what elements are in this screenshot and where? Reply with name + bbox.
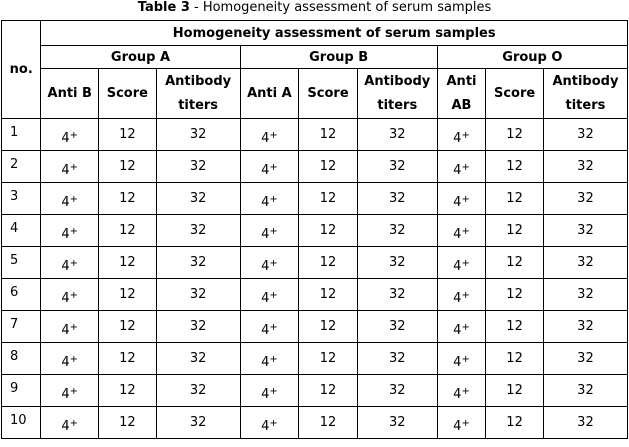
cell-anti-b: [41, 407, 99, 439]
cell-score-b: 12: [299, 375, 358, 407]
main-header: Homogeneity assessment of serum samples: [41, 21, 628, 46]
grade-base: 4: [61, 291, 70, 306]
homogeneity-table: [1, 20, 628, 439]
cell-titer-b: 32: [357, 279, 437, 311]
row-number: 6: [2, 279, 41, 311]
cell-titer-a: 32: [156, 375, 240, 407]
cell-titer-b: 32: [357, 183, 437, 215]
cell-score-a: 12: [99, 183, 157, 215]
grade-base: 4: [453, 259, 462, 274]
cell-score-b: 12: [299, 183, 358, 215]
caption-text: - Homogeneity assessment of serum samples: [189, 0, 492, 15]
grade-value: [61, 163, 78, 178]
table-row: [2, 311, 628, 343]
row-number: 4: [2, 215, 41, 247]
cell-titer-a: 32: [156, 311, 240, 343]
grade-base: 4: [453, 387, 462, 402]
grade-base: 4: [261, 387, 270, 402]
cell-titer-o: 32: [543, 119, 627, 151]
table-row: [2, 151, 628, 183]
grade-sup: +: [69, 290, 79, 301]
cell-anti-a: [240, 215, 299, 247]
cell-titer-a: 32: [156, 151, 240, 183]
grade-value: [61, 355, 78, 370]
grade-sup: +: [461, 258, 470, 269]
cell-titer-b: 32: [357, 375, 437, 407]
col-score-o: Score: [486, 69, 544, 119]
grade-sup: +: [69, 226, 79, 237]
col-anti-a: Anti A: [240, 69, 299, 119]
grade-base: 4: [61, 195, 70, 210]
cell-titer-b: 32: [357, 151, 437, 183]
grade-base: 4: [261, 163, 270, 178]
grade-base: 4: [61, 227, 70, 242]
row-number: 8: [2, 343, 41, 375]
cell-anti-ab: [437, 375, 486, 407]
cell-titer-o: 32: [543, 247, 627, 279]
cell-score-a: 12: [99, 375, 157, 407]
cell-titer-b: 32: [357, 343, 437, 375]
grade-base: 4: [61, 355, 70, 370]
cell-score-o: 12: [486, 375, 544, 407]
grade-sup: +: [461, 322, 470, 333]
cell-anti-ab: [437, 215, 486, 247]
table-row: [2, 407, 628, 439]
row-number: 2: [2, 151, 41, 183]
grade-sup: +: [69, 354, 79, 365]
row-number: 1: [2, 119, 41, 151]
grade-sup: +: [461, 194, 470, 205]
cell-titer-o: 32: [543, 343, 627, 375]
grade-value: [61, 195, 78, 210]
grade-sup: +: [461, 386, 470, 397]
cell-anti-a: [240, 279, 299, 311]
cell-titer-a: 32: [156, 247, 240, 279]
cell-score-o: 12: [486, 151, 544, 183]
cell-score-o: 12: [486, 183, 544, 215]
grade-base: 4: [453, 227, 462, 242]
grade-value: [453, 195, 470, 210]
cell-titer-o: 32: [543, 183, 627, 215]
col-score-a: Score: [99, 69, 157, 119]
cell-anti-b: [41, 375, 99, 407]
cell-anti-ab: [437, 343, 486, 375]
table-caption: [0, 0, 629, 20]
row-number: 7: [2, 311, 41, 343]
grade-value: [261, 419, 278, 434]
cell-titer-b: 32: [357, 311, 437, 343]
grade-sup: +: [269, 130, 278, 141]
grade-sup: +: [269, 354, 278, 365]
cell-anti-b: [41, 247, 99, 279]
cell-score-a: 12: [99, 247, 157, 279]
table-body: [2, 119, 628, 439]
grade-base: 4: [453, 323, 462, 338]
cell-anti-b: [41, 279, 99, 311]
grade-value: [261, 291, 278, 306]
grade-value: [453, 387, 470, 402]
grade-value: [261, 323, 278, 338]
col-score-b: Score: [299, 69, 358, 119]
cell-score-o: 12: [486, 215, 544, 247]
grade-base: 4: [261, 195, 270, 210]
grade-sup: +: [69, 418, 79, 429]
cell-score-a: 12: [99, 215, 157, 247]
grade-sup: +: [69, 130, 79, 141]
grade-value: [261, 131, 278, 146]
col-titers-o: Antibody titers: [543, 69, 627, 119]
cell-score-b: 12: [299, 215, 358, 247]
grade-sup: +: [461, 290, 470, 301]
cell-anti-ab: [437, 407, 486, 439]
grade-base: 4: [453, 195, 462, 210]
cell-titer-a: 32: [156, 119, 240, 151]
grade-base: 4: [261, 419, 270, 434]
cell-titer-o: 32: [543, 215, 627, 247]
grade-sup: +: [269, 194, 278, 205]
grade-value: [453, 227, 470, 242]
grade-sup: +: [269, 418, 278, 429]
cell-anti-b: [41, 151, 99, 183]
grade-base: 4: [61, 163, 70, 178]
cell-titer-b: 32: [357, 247, 437, 279]
grade-sup: +: [269, 290, 278, 301]
cell-score-b: 12: [299, 343, 358, 375]
cell-score-a: 12: [99, 311, 157, 343]
grade-sup: +: [69, 162, 79, 173]
grade-sup: +: [269, 386, 278, 397]
cell-score-o: 12: [486, 343, 544, 375]
grade-base: 4: [61, 131, 70, 146]
cell-score-o: 12: [486, 311, 544, 343]
cell-score-b: 12: [299, 119, 358, 151]
cell-score-o: 12: [486, 119, 544, 151]
cell-titer-o: 32: [543, 151, 627, 183]
grade-sup: +: [461, 162, 470, 173]
cell-titer-o: 32: [543, 279, 627, 311]
cell-anti-b: [41, 311, 99, 343]
cell-titer-b: 32: [357, 215, 437, 247]
cell-anti-ab: [437, 279, 486, 311]
row-number: 3: [2, 183, 41, 215]
cell-anti-ab: [437, 183, 486, 215]
cell-score-a: 12: [99, 343, 157, 375]
grade-base: 4: [453, 131, 462, 146]
col-titers-a: Antibody titers: [156, 69, 240, 119]
cell-titer-a: 32: [156, 183, 240, 215]
grade-sup: +: [461, 130, 470, 141]
grade-value: [61, 259, 78, 274]
grade-sup: +: [461, 418, 470, 429]
grade-value: [61, 227, 78, 242]
table-row: [2, 279, 628, 311]
cell-anti-a: [240, 183, 299, 215]
grade-value: [453, 131, 470, 146]
cell-score-b: 12: [299, 407, 358, 439]
table-row: [2, 343, 628, 375]
grade-base: 4: [61, 419, 70, 434]
grade-base: 4: [261, 355, 270, 370]
table-row: [2, 375, 628, 407]
grade-value: [261, 387, 278, 402]
grade-value: [61, 291, 78, 306]
cell-score-o: 12: [486, 247, 544, 279]
cell-anti-a: [240, 247, 299, 279]
cell-titer-o: 32: [543, 375, 627, 407]
cell-anti-b: [41, 215, 99, 247]
table-row: [2, 183, 628, 215]
cell-titer-o: 32: [543, 311, 627, 343]
grade-base: 4: [453, 163, 462, 178]
grade-sup: +: [269, 258, 278, 269]
grade-base: 4: [453, 419, 462, 434]
grade-value: [261, 163, 278, 178]
table-row: [2, 247, 628, 279]
grade-value: [453, 163, 470, 178]
grade-base: 4: [453, 355, 462, 370]
grade-sup: +: [69, 258, 79, 269]
grade-sup: +: [269, 322, 278, 333]
cell-titer-b: 32: [357, 119, 437, 151]
grade-sup: +: [69, 194, 79, 205]
cell-anti-ab: [437, 311, 486, 343]
cell-anti-b: [41, 343, 99, 375]
cell-anti-a: [240, 151, 299, 183]
grade-value: [261, 355, 278, 370]
cell-anti-a: [240, 407, 299, 439]
cell-titer-b: 32: [357, 407, 437, 439]
cell-titer-o: 32: [543, 407, 627, 439]
row-number: 5: [2, 247, 41, 279]
cell-anti-ab: [437, 119, 486, 151]
grade-base: 4: [261, 323, 270, 338]
grade-base: 4: [61, 387, 70, 402]
no-header: no.: [2, 21, 41, 119]
grade-value: [453, 323, 470, 338]
grade-value: [453, 259, 470, 274]
cell-anti-b: [41, 119, 99, 151]
grade-value: [261, 259, 278, 274]
col-anti-ab: Anti AB: [437, 69, 486, 119]
cell-score-a: 12: [99, 279, 157, 311]
cell-titer-a: 32: [156, 407, 240, 439]
col-titers-b: Antibody titers: [357, 69, 437, 119]
cell-titer-a: 32: [156, 279, 240, 311]
grade-sup: +: [69, 386, 79, 397]
cell-score-a: 12: [99, 119, 157, 151]
table-row: [2, 215, 628, 247]
group-o-header: Group O: [437, 46, 627, 69]
row-number: 9: [2, 375, 41, 407]
group-b-header: Group B: [240, 46, 437, 69]
grade-value: [61, 419, 78, 434]
cell-score-o: 12: [486, 407, 544, 439]
grade-base: 4: [61, 323, 70, 338]
group-a-header: Group A: [41, 46, 240, 69]
grade-base: 4: [61, 259, 70, 274]
cell-score-b: 12: [299, 311, 358, 343]
cell-anti-a: [240, 375, 299, 407]
cell-score-a: 12: [99, 151, 157, 183]
col-anti-b: Anti B: [41, 69, 99, 119]
grade-base: 4: [261, 131, 270, 146]
cell-anti-b: [41, 183, 99, 215]
cell-anti-a: [240, 119, 299, 151]
grade-base: 4: [261, 227, 270, 242]
grade-base: 4: [261, 259, 270, 274]
grade-value: [61, 131, 78, 146]
cell-titer-a: 32: [156, 343, 240, 375]
cell-score-b: 12: [299, 151, 358, 183]
cell-titer-a: 32: [156, 215, 240, 247]
cell-anti-ab: [437, 247, 486, 279]
grade-base: 4: [453, 291, 462, 306]
grade-sup: +: [269, 226, 278, 237]
grade-value: [261, 195, 278, 210]
grade-sup: +: [461, 354, 470, 365]
grade-value: [61, 323, 78, 338]
grade-value: [453, 291, 470, 306]
grade-value: [453, 355, 470, 370]
cell-anti-a: [240, 311, 299, 343]
grade-value: [61, 387, 78, 402]
caption-label: Table 3: [137, 0, 190, 15]
grade-sup: +: [69, 322, 79, 333]
cell-score-b: 12: [299, 247, 358, 279]
cell-anti-a: [240, 343, 299, 375]
row-number: 10: [2, 407, 41, 439]
grade-value: [453, 419, 470, 434]
cell-score-a: 12: [99, 407, 157, 439]
grade-base: 4: [261, 291, 270, 306]
table-row: [2, 119, 628, 151]
cell-score-o: 12: [486, 279, 544, 311]
cell-score-b: 12: [299, 279, 358, 311]
grade-sup: +: [269, 162, 278, 173]
grade-sup: +: [461, 226, 470, 237]
cell-anti-ab: [437, 151, 486, 183]
grade-value: [261, 227, 278, 242]
